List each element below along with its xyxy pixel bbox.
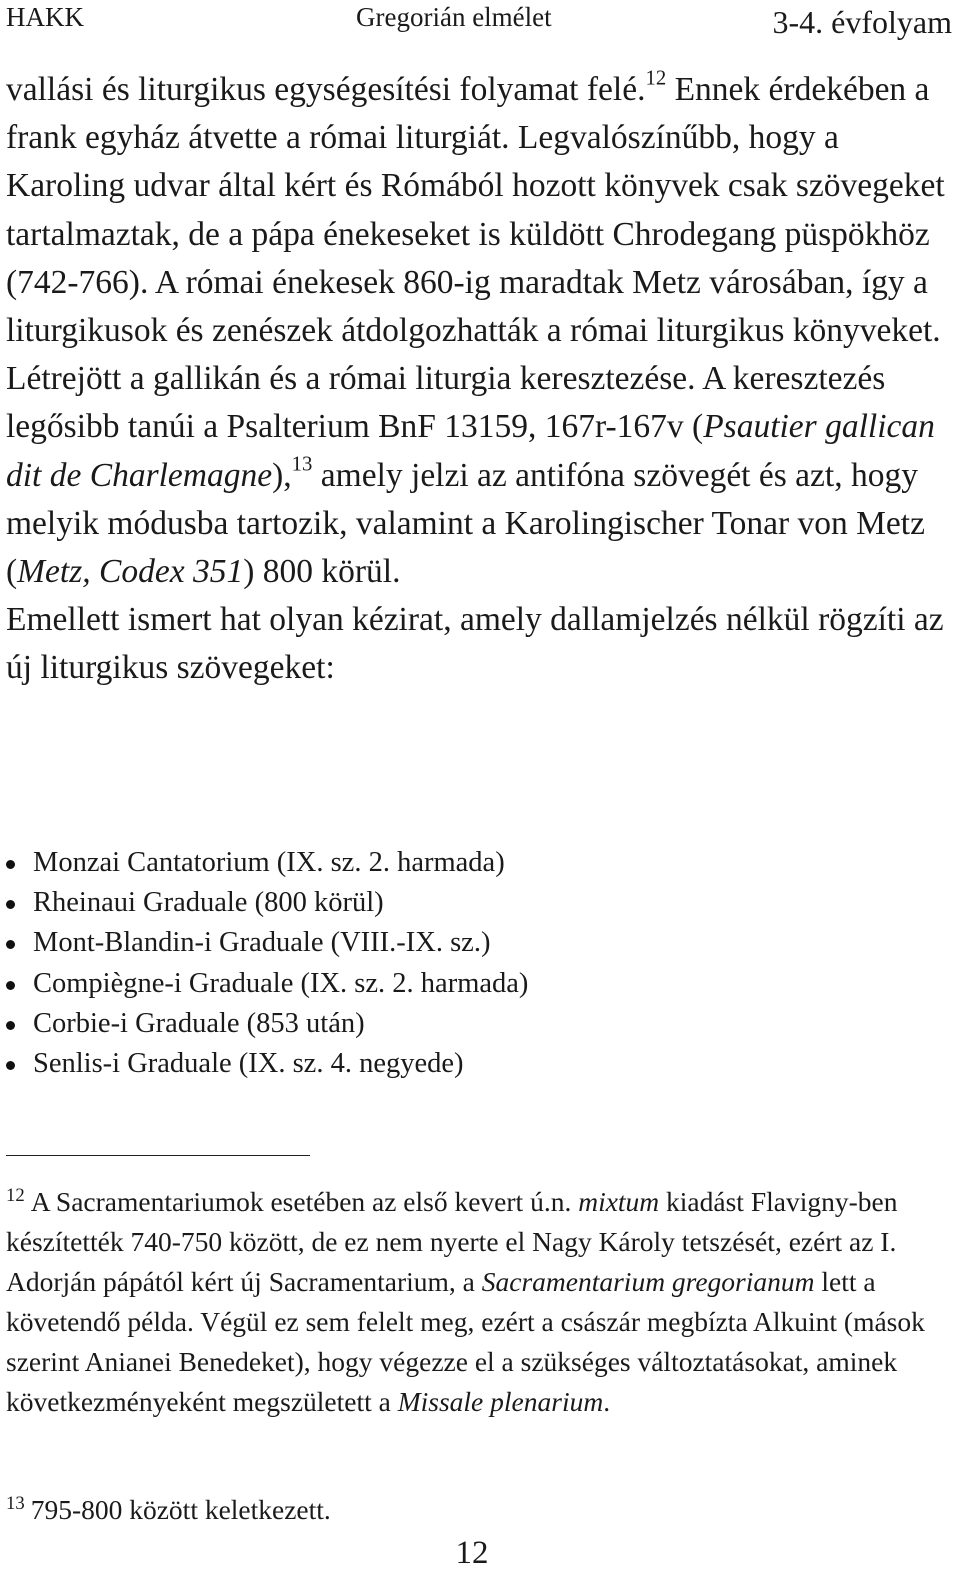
italic-term: mixtum	[578, 1186, 660, 1217]
bullet-icon	[6, 900, 15, 909]
text-run: 795-800 között keletkezett.	[30, 1494, 331, 1525]
footnote-12	[6, 1182, 946, 1422]
footnote-number: 12	[6, 1184, 25, 1206]
bullet-icon	[6, 860, 15, 869]
header-journal-name: HAKK	[6, 2, 84, 32]
italic-title: Psautier gallican dit de Charlemagne	[6, 408, 935, 494]
list-item-text: Senlis-i Graduale (IX. sz. 4. negyede)	[33, 1048, 464, 1080]
header-title: Gregorián elmélet	[356, 2, 552, 32]
page-number: 12	[455, 1535, 489, 1571]
italic-title: Metz, Codex 351	[17, 553, 244, 591]
text-run: .	[603, 1386, 611, 1417]
italic-term: Missale plenarium	[397, 1386, 604, 1417]
text-run: vallási és liturgikus egységesítési folyamat felé.	[6, 71, 646, 108]
list-item-text: Mont-Blandin-i Graduale (VIII.-IX. sz.)	[33, 927, 491, 959]
list-item	[6, 843, 528, 883]
paragraph-2: Emellett ismert hat olyan kézirat, amely dallamjelzés nélkül rögzíti az új liturgikus szövegeket:	[6, 601, 944, 687]
list-item	[6, 964, 528, 1004]
text-run: amely jelzi az antifóna szövegét és azt, hogy melyik módusba tartozik, valamint a Karolingischer Tonar von Metz (	[6, 456, 925, 591]
bullet-icon	[6, 940, 15, 949]
italic-term: Sacramentarium gregorianum	[481, 1266, 815, 1297]
text-run: ) 800 körül.	[243, 553, 401, 591]
list-item	[6, 1004, 528, 1044]
manuscript-list	[6, 843, 528, 1084]
footnote-13	[6, 1490, 946, 1530]
footnote-ref-12[interactable]: 12	[645, 66, 667, 90]
list-item-text: Corbie-i Graduale (853 után)	[33, 1007, 365, 1039]
main-text	[6, 66, 951, 693]
footnote-number: 13	[6, 1492, 25, 1514]
text-run: lett a követendő példa. Végül ez sem felelt meg, ezért a császár megbízta Alkuint (mások szerint Anianei Benedeket), hogy végezze el a szükséges változtatásokat, aminek következményeként megszületett a	[6, 1266, 925, 1417]
list-item	[6, 883, 528, 923]
text-run: ),	[272, 456, 292, 494]
paragraph-1	[6, 66, 951, 596]
running-header	[6, 0, 954, 48]
list-item-text: Compiègne-i Graduale (IX. sz. 2. harmada)	[33, 967, 529, 999]
text-run: kiadást Flavigny-ben készítették 740-750 között, de ez nem nyerte el Nagy Károly tetszését, ezért az I. Adorján pápától kért új Sacramentarium, a	[6, 1186, 898, 1297]
list-item	[6, 1044, 528, 1084]
bullet-icon	[6, 1061, 15, 1070]
text-run: A Sacramentariumok esetében az első kevert ú.n.	[30, 1186, 579, 1217]
footnote-ref-13[interactable]: 13	[291, 452, 313, 476]
footnote-divider	[6, 1155, 310, 1156]
header-volume: 3-4. évfolyam	[772, 4, 952, 40]
bullet-icon	[6, 1021, 15, 1030]
list-item-text: Rheinaui Graduale (800 körül)	[33, 887, 384, 919]
bullet-icon	[6, 981, 15, 990]
text-run: Ennek érdekében a frank egyház átvette a római liturgiát. Legvalószínűbb, hogy a Karoling udvar által kért és Rómából hozott könyvek csak szövegeket tartalmaztak, de a pápa énekeseket is küldött Chrodegang püspökhöz (742-766). A római énekesek 860-ig maradtak Metz városában, így a liturgikusok és zenészek átdolgozhatták a római liturgikus könyveket. Létrejött a gallikán és a római liturgia keresztezése. A keresztezés legősibb tanúi a Psalterium BnF 13159, 167r-167v (	[6, 71, 945, 446]
list-item	[6, 923, 528, 963]
list-item-text: Monzai Cantatorium (IX. sz. 2. harmada)	[33, 847, 505, 878]
